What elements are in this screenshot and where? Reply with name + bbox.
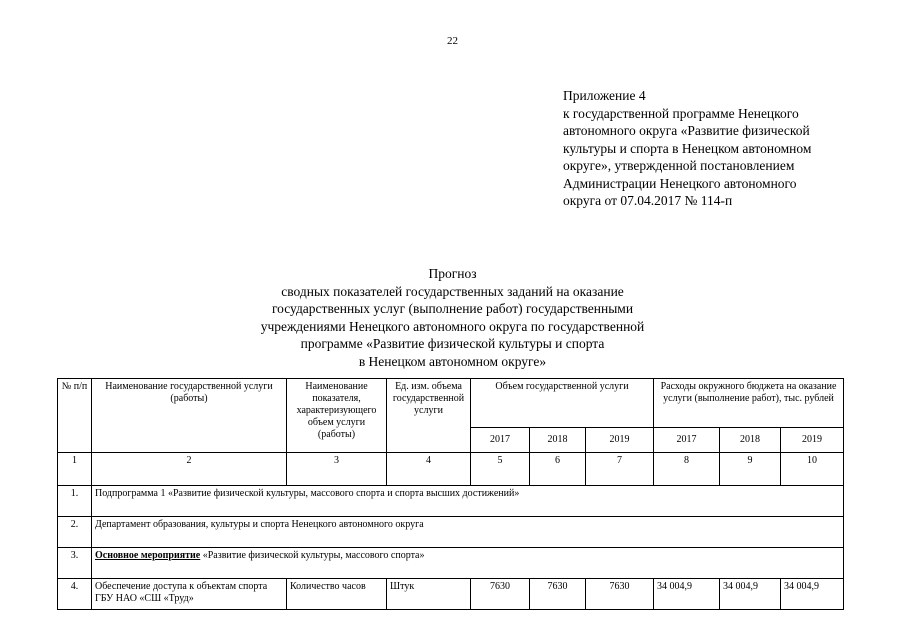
column-numbers-row	[58, 453, 844, 486]
header-year: 2017	[471, 428, 530, 453]
title-line: государственных услуг (выполнение работ) государственными	[271, 301, 634, 316]
appendix-line: Приложение 4	[563, 88, 646, 103]
row-num: 2.	[58, 517, 92, 548]
column-number: 7	[586, 453, 654, 486]
main-activity-cell	[92, 548, 844, 579]
column-number: 6	[530, 453, 586, 486]
header-year: 2018	[720, 428, 781, 453]
title-line: программе «Развитие физической культуры и спорта	[300, 336, 605, 351]
title-line: сводных показателей государственных заданий на оказание	[281, 283, 624, 299]
row-num: 1.	[58, 486, 92, 517]
header-volume: Объем государственной услуги	[471, 379, 654, 428]
appendix-line: Администрации Ненецкого автономного	[563, 175, 797, 191]
expense-cell: 34 004,9	[781, 579, 844, 610]
department-cell: Департамент образования, культуры и спорта Ненецкого автономного округа	[92, 517, 844, 548]
unit-cell: Штук	[387, 579, 471, 610]
indicator-cell: Количество часов	[287, 579, 387, 610]
appendix-line: к государственной программе Ненецкого	[563, 105, 799, 121]
service-name-cell: Обеспечение доступа к объектам спорта ГБУ НАО «СШ «Труд»	[92, 579, 287, 610]
header-year: 2018	[530, 428, 586, 453]
main-activity-text: «Развитие физической культуры, массового спорта»	[200, 550, 425, 561]
appendix-line: округа от 07.04.2017 № 114-п	[563, 193, 733, 208]
expense-cell: 34 004,9	[720, 579, 781, 610]
appendix-line: культуры и спорта в Ненецком автономном	[563, 140, 812, 156]
header-num: № п/п	[58, 379, 92, 453]
table-row	[58, 517, 844, 548]
subprogram-cell: Подпрограмма 1 «Развитие физической культуры, массового спорта и спорта высших достижений»	[92, 486, 844, 517]
column-number: 9	[720, 453, 781, 486]
header-indicator: Наименование показателя, характеризующего объем услуги (работы)	[287, 379, 387, 453]
appendix-line: округе», утвержденной постановлением	[563, 158, 795, 173]
table-row	[58, 486, 844, 517]
appendix-note	[563, 87, 863, 210]
main-activity-label: Основное мероприятие	[95, 550, 201, 561]
column-number: 5	[471, 453, 530, 486]
header-unit: Ед. изм. объема государственной услуги	[387, 379, 471, 453]
column-number: 8	[654, 453, 720, 486]
column-number: 1	[58, 453, 92, 486]
volume-cell: 7630	[530, 579, 586, 610]
header-year: 2019	[586, 428, 654, 453]
page-number: 22	[447, 35, 458, 47]
volume-cell: 7630	[471, 579, 530, 610]
header-service-name: Наименование государственной услуги (работы)	[92, 379, 287, 453]
column-number: 2	[92, 453, 287, 486]
column-number: 4	[387, 453, 471, 486]
title-line: в Ненецком автономном округе»	[358, 353, 547, 369]
table-row	[58, 548, 844, 579]
header-year: 2017	[654, 428, 720, 453]
title-line: Прогноз	[428, 266, 477, 281]
appendix-line: автономного округа «Развитие физической	[563, 123, 810, 138]
row-num: 4.	[58, 579, 92, 610]
table-header-row	[58, 379, 844, 428]
column-number: 3	[287, 453, 387, 486]
forecast-table	[57, 378, 844, 610]
expense-cell: 34 004,9	[654, 579, 720, 610]
row-num: 3.	[58, 548, 92, 579]
header-expenses: Расходы окружного бюджета на оказание услуги (выполнение работ), тыс. рублей	[654, 379, 844, 428]
table-row	[58, 579, 844, 610]
document-title	[0, 265, 905, 370]
title-line: учреждениями Ненецкого автономного округа по государственной	[260, 318, 645, 334]
header-year: 2019	[781, 428, 844, 453]
column-number: 10	[781, 453, 844, 486]
volume-cell: 7630	[586, 579, 654, 610]
